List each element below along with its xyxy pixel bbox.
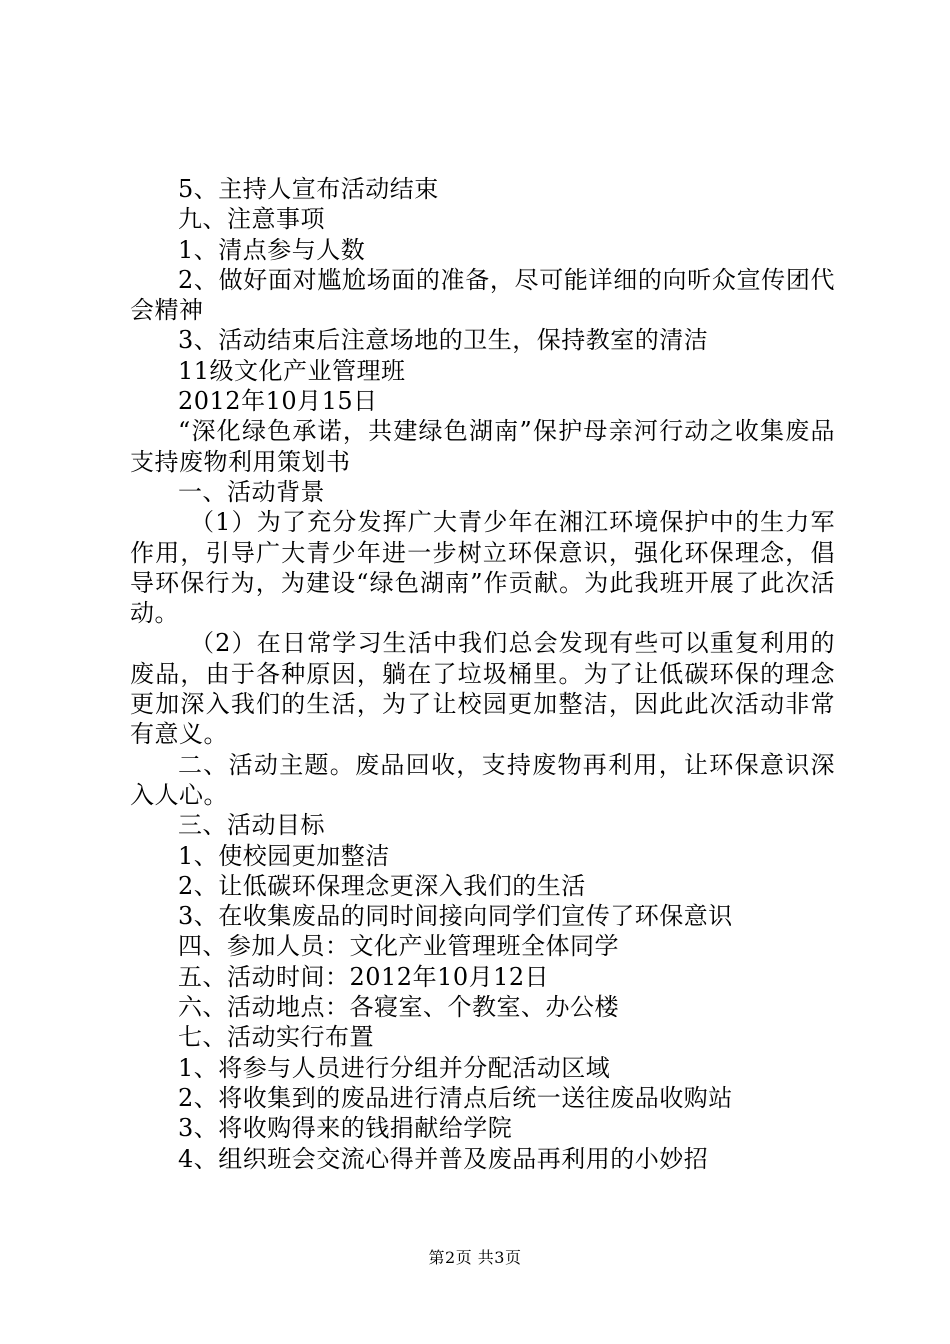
paragraph: 5、主持人宣布活动结束 — [178, 175, 439, 203]
paragraph: 九、注意事项 — [178, 205, 325, 234]
paragraph: （1）为了充分发挥广大青少年在湘江环境保护中的生力军作用，引导广大青少年进一步树立环保意识，强化环保理念，倡导环保行为，为建设“绿色湖南”作贡献。为此我班开展了此次活动。 — [130, 508, 835, 628]
paragraph: （2）在日常学习生活中我们总会发现有些可以重复利用的废品，由于各种原因，躺在了垃圾桶里。为了让低碳环保的理念更加深入我们的生活，为了让校园更加整洁，因此此次活动非常有意义。 — [130, 629, 835, 749]
paragraph: 六、活动地点：各寝室、个教室、办公楼 — [178, 993, 619, 1022]
section-title: “深化绿色承诺，共建绿色湖南”保护母亲河行动之收集废品支持废物利用策划书 — [130, 417, 835, 476]
paragraph: 3、活动结束后注意场地的卫生，保持教室的清洁 — [178, 326, 709, 355]
paragraph: 11级文化产业管理班 — [178, 356, 406, 385]
paragraph: 三、活动目标 — [178, 811, 325, 840]
paragraph: 一、活动背景 — [178, 477, 325, 506]
paragraph: 1、将参与人员进行分组并分配活动区域 — [178, 1053, 611, 1082]
document-body — [130, 174, 835, 1174]
paragraph: 二、活动主题。废品回收，支持废物再利用，让环保意识深入人心。 — [130, 750, 835, 809]
paragraph: 2、做好面对尴尬场面的准备，尽可能详细的向听众宣传团代会精神 — [130, 265, 835, 325]
paragraph: 七、活动实行布置 — [178, 1023, 374, 1052]
page-number-footer: 第2页 共3页 — [428, 1248, 522, 1267]
paragraph: 2、让低碳环保理念更深入我们的生活 — [178, 871, 586, 900]
paragraph: 2012年10月15日 — [178, 387, 378, 416]
paragraph: 3、将收购得来的钱捐献给学院 — [178, 1114, 513, 1143]
paragraph: 1、清点参与人数 — [178, 235, 366, 264]
paragraph: 2、将收集到的废品进行清点后统一送往废品收购站 — [178, 1083, 733, 1112]
paragraph: 4、组织班会交流心得并普及废品再利用的小妙招 — [178, 1144, 709, 1173]
paragraph: 四、参加人员：文化产业管理班全体同学 — [178, 932, 619, 961]
paragraph: 五、活动时间：2012年10月12日 — [178, 962, 550, 991]
paragraph: 1、使校园更加整洁 — [178, 841, 390, 870]
paragraph: 3、在收集废品的同时间接向同学们宣传了环保意识 — [178, 902, 733, 931]
